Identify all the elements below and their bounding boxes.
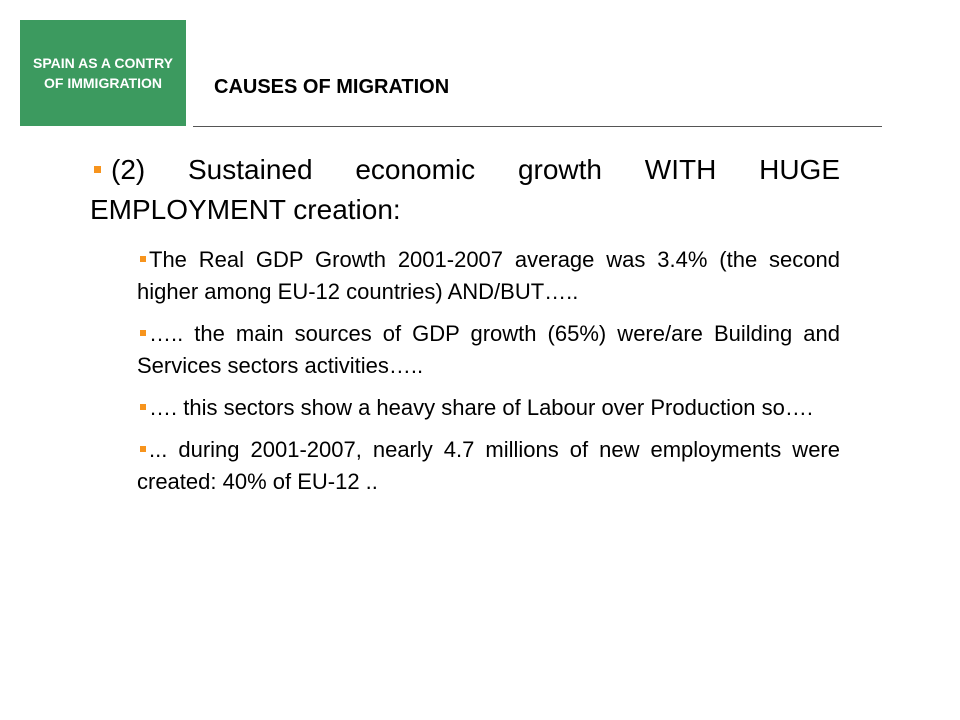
main-bullet [90,150,840,230]
sub-bullet-item [137,244,840,308]
sub-bullet-text: ... during 2001-2007, nearly 4.7 millions of new employments were created: 40% of EU-12 .. [137,437,840,494]
sub-bullet-item [137,318,840,382]
square-bullet-icon [140,404,146,410]
square-bullet-icon [94,166,101,173]
square-bullet-icon [140,330,146,336]
sub-bullet-text: …. this sectors show a heavy share of Labour over Production so…. [149,395,813,420]
section-badge-label: SPAIN AS A CONTRY OF IMMIGRATION [33,55,174,91]
sub-bullet-item [137,392,840,424]
sub-bullet-text: The Real GDP Growth 2001-2007 average was 3.4% (the second higher among EU-12 countries) AND/BUT….. [137,247,840,304]
sub-bullet-item [137,434,840,498]
main-bullet-text: (2) Sustained economic growth WITH HUGE EMPLOYMENT creation: [90,154,840,225]
slide-title: CAUSES OF MIGRATION [214,76,450,98]
slide-content [90,150,840,508]
square-bullet-icon [140,256,146,262]
sub-bullet-list [137,244,840,498]
title-divider [193,126,882,127]
sub-bullet-text: ….. the main sources of GDP growth (65%) were/are Building and Services sectors activities….. [137,321,840,378]
square-bullet-icon [140,446,146,452]
section-badge [20,20,186,126]
